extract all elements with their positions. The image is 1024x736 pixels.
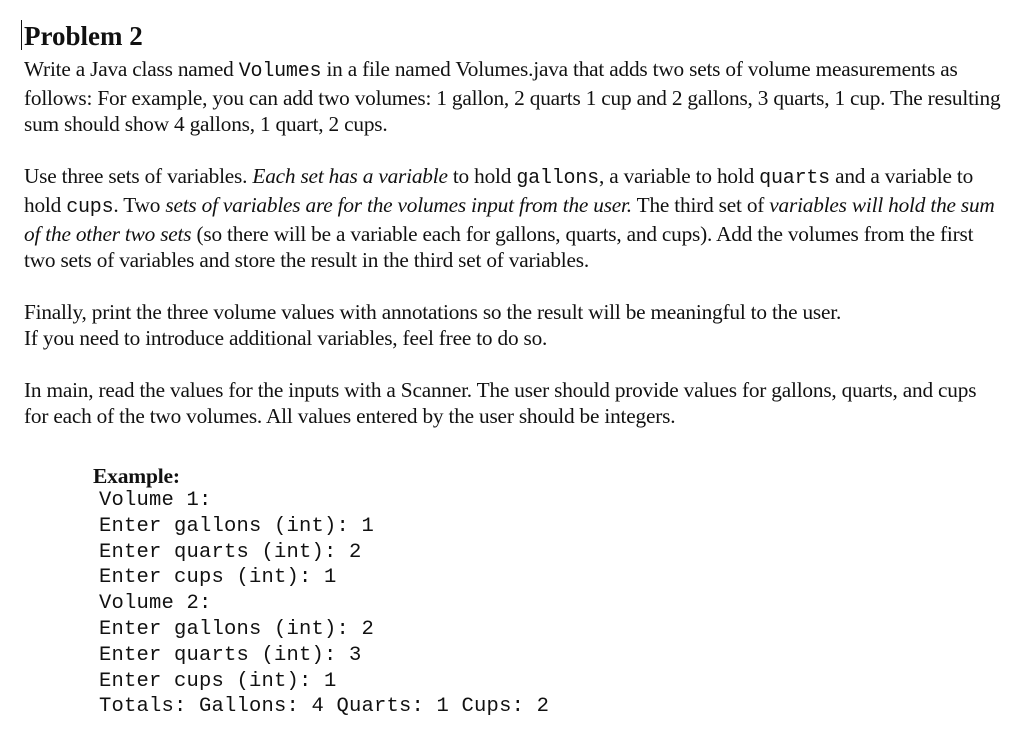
vars-emphasis-2: sets of variables are for the volumes input from the user. [165,193,632,217]
vars-text-b: to hold [447,164,517,188]
example-block [93,464,549,720]
example-line: Enter cups (int): 1 [99,669,337,693]
example-line: Enter cups (int): 1 [99,566,337,590]
example-line: Enter gallons (int): 2 [99,617,375,641]
vars-text-f: The third set of [631,193,770,217]
vars-text-c: , a variable to hold [598,164,760,188]
vars-text-e: . Two [113,193,166,217]
example-heading: Example: [93,464,180,488]
intro-text-a: Write a Java class named [24,57,239,81]
output-line-2: If you need to introduce additional variables, feel free to do so. [24,326,548,350]
example-line: Enter quarts (int): 3 [99,643,362,667]
vars-emphasis-1: Each set has a variable [252,164,448,188]
vars-text-d: and a variable to hold [24,164,974,217]
paragraph-output [24,299,1004,351]
quarts-code: quarts [759,167,830,190]
vars-text-g: (so there will be a variable each for gallons, quarts, and cups). Add the volumes from the first two sets of variables and store the result in the third set of variables. [24,222,974,272]
vars-text-a: Use three sets of variables. [24,164,253,188]
document-body [24,16,1004,429]
example-line: Volume 2: [99,592,212,616]
cups-code: cups [66,196,114,219]
example-line: Enter gallons (int): 1 [99,514,375,538]
example-line: Totals: Gallons: 4 Quarts: 1 Cups: 2 [99,695,550,719]
vars-emphasis-3: variables will hold the sum of the other two sets [24,193,995,246]
example-output [99,488,549,720]
problem-title: Problem 2 [24,21,143,51]
intro-text-b: in a file named Volumes.java that adds two sets of volume measurements as follows: For example, you can add two volumes: 1 gallon, 2 quarts 1 cup and 2 gallons, 3 quarts, 1 cup. The resulting sum should show 4 gallons, 1 quart, 2 cups. [24,57,1001,136]
example-line: Volume 1: [99,489,212,512]
paragraph-input: In main, read the values for the inputs with a Scanner. The user should provide values for gallons, quarts, and cups for each of the two volumes. All values entered by the user should be integers. [24,378,977,428]
class-name-code: Volumes [238,60,322,83]
gallons-code: gallons [516,167,599,190]
output-line-1: Finally, print the three volume values with annotations so the result will be meaningful to the user. [24,300,842,324]
text-cursor [21,20,22,50]
paragraph-intro [24,56,1004,137]
paragraph-variables [24,163,1004,273]
example-line: Enter quarts (int): 2 [99,540,362,564]
